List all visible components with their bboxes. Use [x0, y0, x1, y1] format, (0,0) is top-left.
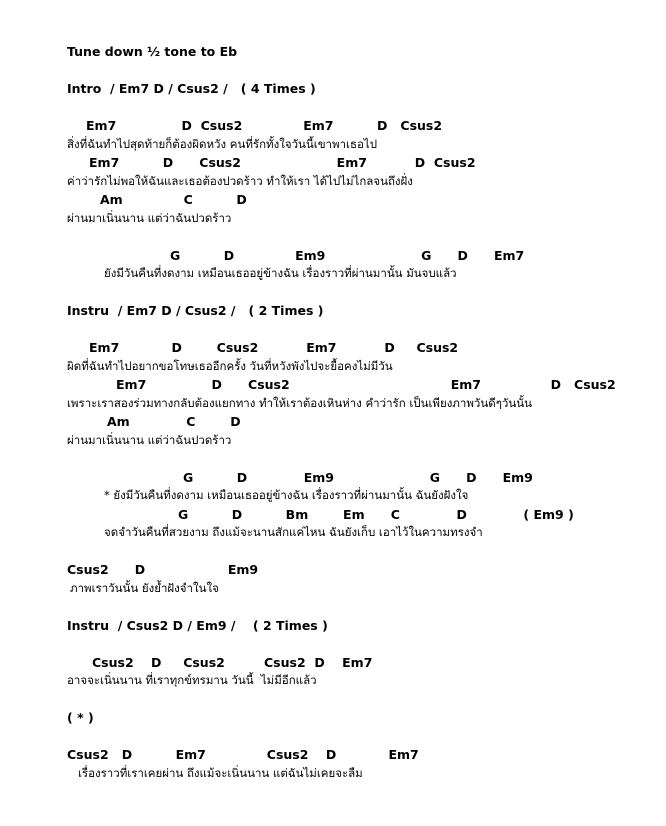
chord-line: G D Bm Em C D ( Em9 ) — [178, 507, 574, 522]
chord-line: Em7 D Csus2 Em7 D Csus2 — [89, 340, 459, 355]
instru-header: Instru / Em7 D / Csus2 / ( 2 Times ) — [67, 303, 324, 318]
chord-line: G D Em9 G D Em7 — [170, 248, 525, 263]
lyric-line: ผิดที่ฉันทำไปอยากขอโทษเธออีกครั้ง วันที่หวังพังไปจะยื้อคงไม่มีวัน — [67, 359, 393, 373]
chord-line: Em7 D Csus2 Em7 D Csus2 — [89, 155, 476, 170]
lyric-line: สิ่งที่ฉันทำไปสุดท้ายก็ต้องผิดหวัง คนที่รักทั้งใจวันนี้เขาพาเธอไป — [67, 137, 377, 151]
lyric-line: เรื่องราวที่เราเคยผ่าน ถึงแม้จะเนิ่นนาน แต่ฉันไม่เคยจะลืม — [78, 766, 363, 780]
tuning-line: Tune down ½ tone to Eb — [67, 44, 238, 59]
chord-line: Am C D — [100, 192, 247, 207]
lyric-line: * ยังมีวันคืนที่งดงาม เหมือนเธออยู่ข้างฉัน เรื่องราวที่ผ่านมานั้น ฉันยังฝังใจ — [104, 488, 469, 502]
instru-header: Instru / Csus2 D / Em9 / ( 2 Times ) — [67, 618, 328, 633]
lyric-line: ผ่านมาเนิ่นนาน แต่ว่าฉันปวดร้าว — [67, 433, 232, 447]
lyric-line: อาจจะเนิ่นนาน ที่เราทุกข์ทรมาน วันนี้ ไม่มีอีกแล้ว — [67, 673, 317, 687]
chord-line: Em7 D Csus2 Em7 D Csus2 — [86, 118, 443, 133]
chord-line: Csus2 D Em7 Csus2 D Em7 — [67, 747, 419, 762]
lyric-line: เพราะเราสองร่วมทางกลับต้องแยกทาง ทำให้เราต้องเหินห่าง คำว่ารัก เป็นเพียงภาพวันดีๆวันนั้น — [67, 396, 532, 410]
chord-line: Am C D — [107, 414, 241, 429]
chord-line: Em7 D Csus2 Em7 D Csus2 — [116, 377, 616, 392]
chord-line: Csus2 D Csus2 Csus2 D Em7 — [92, 655, 373, 670]
intro-header: Intro / Em7 D / Csus2 / ( 4 Times ) — [67, 81, 316, 96]
lyric-line: ยังมีวันคืนที่งดงาม เหมือนเธออยู่ข้างฉัน เรื่องราวที่ผ่านมานั้น มันจบแล้ว — [104, 266, 457, 280]
chord-line: Csus2 D Em9 — [67, 562, 259, 577]
lyric-line: ค่าว่ารักไม่พอให้ฉันและเธอต้องปวดร้าว ทำให้เรา ได้ไปไม่ไกลจนถึงฝั่ง — [67, 174, 413, 188]
lyric-line: ภาพเราวันนั้น ยังย้ำฝังจำในใจ — [70, 581, 219, 595]
lyric-line: ผ่านมาเนิ่นนาน แต่ว่าฉันปวดร้าว — [67, 211, 232, 225]
lyric-line: จดจำวันคืนที่สวยงาม ถึงแม้จะนานสักแค่ไหน ฉันยังเก็บ เอาไว้ในความทรงจำ — [104, 525, 483, 539]
chord-line: G D Em9 G D Em9 — [183, 470, 533, 485]
chorus-repeat-marker: ( * ) — [67, 710, 94, 725]
